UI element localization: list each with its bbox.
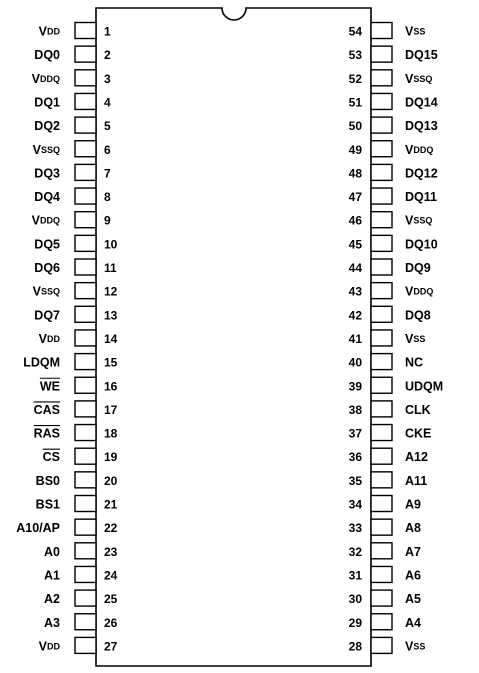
pin-label-subscript: DDQ	[413, 144, 434, 155]
pin-label	[34, 261, 60, 275]
pin-label	[33, 285, 60, 299]
pin-number: 6	[104, 142, 111, 157]
pin-label	[405, 568, 421, 582]
pin-box	[75, 637, 96, 653]
pin-label	[405, 639, 425, 653]
pin-number: 14	[104, 331, 118, 346]
pin-54	[349, 23, 426, 39]
pin-31	[349, 566, 421, 582]
pin-number: 3	[104, 71, 111, 86]
pin-label	[34, 166, 60, 180]
pin-box	[371, 164, 392, 180]
pin-15	[23, 354, 117, 370]
pin-label-main: BS0	[35, 473, 60, 488]
pin-13	[34, 306, 117, 322]
pin-number: 25	[104, 592, 118, 607]
pin-28	[349, 637, 426, 653]
pin-label	[405, 545, 421, 559]
pin-number: 37	[348, 426, 362, 441]
pin-box	[75, 93, 96, 109]
pin-label	[405, 143, 433, 157]
pin-42	[349, 306, 431, 322]
pin-47	[349, 188, 437, 204]
pin-label	[44, 592, 60, 606]
pin-label	[44, 545, 60, 559]
pin-label	[405, 166, 438, 180]
pin-number: 41	[348, 331, 362, 346]
pin-label-main: DQ11	[405, 190, 437, 205]
pin-label-subscript: DD	[47, 641, 60, 652]
pin-number: 17	[104, 402, 118, 417]
pin-number: 19	[104, 450, 118, 465]
pin-20	[36, 472, 118, 488]
pin-label-subscript: SSQ	[413, 73, 433, 84]
pin-number: 38	[348, 402, 362, 417]
pin-number: 16	[104, 379, 118, 394]
pin-label	[405, 190, 437, 204]
pin-label	[34, 190, 60, 204]
pin-box	[371, 141, 392, 157]
pin-label-subscript: DD	[47, 26, 60, 37]
pin-label-main: DQ9	[405, 261, 431, 275]
pin-box	[371, 46, 392, 62]
pin-label-main: A10/AP	[16, 521, 60, 536]
pin-50	[349, 117, 438, 133]
pin-number: 10	[104, 237, 118, 252]
pin-43	[349, 283, 434, 299]
pin-number: 11	[104, 261, 117, 275]
pin-label-main: DQ14	[405, 95, 438, 110]
pin-label-main: V	[38, 331, 47, 346]
pin-16	[40, 377, 118, 393]
pin-number: 34	[348, 497, 362, 512]
pin-number: 32	[348, 544, 362, 559]
pin-label-main: A11	[405, 473, 428, 488]
pin-box	[75, 259, 96, 275]
pin-box	[371, 306, 392, 322]
pin-34	[349, 496, 421, 512]
pin-number: 12	[104, 284, 118, 299]
pin-box	[371, 614, 392, 630]
pin-label-subscript: DDQ	[40, 215, 60, 226]
pin-label	[405, 119, 438, 133]
pin-box	[75, 448, 96, 464]
pin-label	[44, 616, 60, 630]
pin-45	[349, 235, 438, 251]
pin-label-main: A1	[44, 568, 60, 583]
pin-number: 33	[348, 521, 362, 536]
pin-number: 45	[348, 237, 362, 252]
pin-label-main: V	[38, 24, 47, 39]
pin-box	[75, 70, 96, 86]
pin-number: 49	[348, 142, 362, 157]
pin-label	[34, 95, 60, 109]
pin-number: 22	[104, 521, 118, 536]
pin-box	[371, 496, 392, 512]
pin-label-main: CLK	[405, 402, 431, 417]
pin-label-subscript: SSQ	[40, 144, 60, 155]
pin-44	[349, 259, 431, 275]
pin-box	[75, 46, 96, 62]
pin-box	[371, 212, 392, 228]
pin-label	[34, 48, 60, 62]
pin-number: 1	[104, 24, 111, 39]
pin-label	[405, 332, 425, 346]
pin-label	[405, 474, 427, 488]
pin-label-main: A5	[405, 592, 421, 607]
pin-label-subscript: SSQ	[413, 215, 433, 226]
pin-box	[75, 235, 96, 251]
pin-box	[75, 472, 96, 488]
pin-box	[371, 70, 392, 86]
pin-number: 29	[348, 615, 362, 630]
pin-label	[405, 25, 425, 39]
pin-label	[405, 95, 438, 109]
pin-number: 35	[348, 473, 362, 488]
pin-label	[34, 403, 60, 417]
pin-label	[39, 25, 61, 39]
chip-body	[96, 8, 371, 666]
pin-label-main: V	[405, 331, 414, 346]
pin-label-subscript: DD	[47, 333, 60, 344]
pin-label-main: CAS	[33, 402, 60, 417]
pin-number: 44	[348, 261, 362, 275]
pin-19	[43, 448, 118, 464]
pin-number: 30	[348, 592, 362, 607]
pin-label-main: DQ13	[405, 119, 438, 134]
pin-label	[36, 498, 60, 512]
pin-number: 21	[104, 497, 118, 512]
pin-label-main: V	[405, 639, 414, 654]
pin-label	[36, 474, 60, 488]
pin-label	[34, 308, 60, 322]
pin-box	[75, 117, 96, 133]
pin-label-main: A8	[405, 521, 421, 536]
pin-label	[405, 403, 431, 417]
pin-label-main: V	[31, 71, 40, 86]
pin-label-subscript: SS	[413, 641, 426, 652]
pin-box	[371, 637, 392, 653]
pin-label	[34, 427, 60, 441]
pin-label	[405, 427, 431, 441]
pin-label-main: DQ12	[405, 166, 438, 181]
pin-box	[371, 93, 392, 109]
pin-label-main: A9	[405, 497, 421, 512]
pin-23	[44, 543, 118, 559]
pin-box	[75, 566, 96, 582]
pin-number: 8	[104, 190, 111, 205]
pin-label-subscript: DDQ	[40, 73, 60, 84]
pin-label	[405, 616, 421, 630]
pin-label	[405, 285, 433, 299]
pin-box	[371, 117, 392, 133]
pin-label	[34, 237, 60, 251]
pin-number: 26	[104, 615, 118, 630]
pin-48	[349, 164, 438, 180]
pin-label-main: V	[405, 24, 414, 39]
pin-29	[349, 614, 421, 630]
pin-40	[349, 354, 423, 370]
pin-label-main: DQ7	[34, 308, 60, 323]
pin-14	[39, 330, 118, 346]
pin-box	[75, 283, 96, 299]
pin-box	[371, 543, 392, 559]
pin-label-main: CS	[42, 450, 60, 465]
pin-number: 47	[348, 190, 362, 205]
pin-number: 5	[104, 119, 111, 134]
pin-box	[75, 141, 96, 157]
pin-label-main: A12	[405, 450, 428, 465]
pin-box	[75, 425, 96, 441]
pin-label-main: A6	[405, 568, 421, 583]
pin-label-main: CKE	[405, 426, 432, 441]
pin-box	[371, 354, 392, 370]
pin-number: 23	[104, 544, 118, 559]
pin-box	[75, 188, 96, 204]
pin-53	[349, 46, 438, 62]
pin-label-main: DQ8	[405, 308, 431, 323]
pin-label-main: RAS	[33, 426, 60, 441]
pin-number: 54	[348, 24, 362, 39]
pin-label-main: UDQM	[405, 379, 444, 394]
pin-12	[33, 283, 118, 299]
pin-number: 52	[348, 71, 362, 86]
pin-box	[75, 519, 96, 535]
pin-label-main: V	[405, 213, 414, 228]
pin-label-main: A2	[44, 592, 60, 607]
pin-label-main: V	[405, 284, 414, 299]
pin-37	[349, 425, 432, 441]
pin-26	[44, 614, 118, 630]
pin-box	[75, 377, 96, 393]
pin-number: 42	[348, 308, 362, 323]
pin-label-main: V	[405, 142, 414, 157]
pin-number: 48	[348, 166, 362, 181]
pin-label-main: V	[32, 142, 41, 157]
pin-box	[75, 164, 96, 180]
pin-11	[34, 259, 117, 275]
pin-box	[75, 212, 96, 228]
pin-label	[405, 237, 438, 251]
pin-box	[371, 259, 392, 275]
pin-number: 20	[104, 473, 118, 488]
pin-label-main: V	[32, 284, 41, 299]
pin-label	[33, 143, 60, 157]
pin-number: 50	[348, 119, 362, 134]
pin-label-subscript: SSQ	[40, 286, 60, 297]
pin-label	[39, 332, 61, 346]
pin-number: 2	[104, 48, 111, 63]
pin-27	[39, 637, 118, 653]
pin-box	[371, 23, 392, 39]
pin-51	[349, 93, 438, 109]
pin-label-main: A3	[44, 615, 60, 630]
pin-box	[75, 590, 96, 606]
pin-label-main: NC	[405, 355, 424, 370]
pin-24	[44, 566, 118, 582]
pin-number: 15	[104, 355, 118, 370]
pin-32	[349, 543, 421, 559]
pin-box	[371, 448, 392, 464]
pin-box	[371, 188, 392, 204]
pin-label	[40, 379, 60, 393]
pin-box	[75, 330, 96, 346]
pin-box	[75, 614, 96, 630]
pin-label-main: BS1	[35, 497, 60, 512]
pin-box	[371, 377, 392, 393]
pin-label	[405, 379, 443, 393]
pin-number: 36	[348, 450, 362, 465]
pin-label	[405, 592, 421, 606]
pin-number: 31	[348, 568, 362, 583]
pin-box	[371, 330, 392, 346]
pin-41	[349, 330, 426, 346]
pin-52	[349, 70, 433, 86]
pin-36	[349, 448, 428, 464]
pin-label-main: V	[405, 71, 414, 86]
pin-label	[43, 450, 60, 464]
pin-label-main: V	[38, 639, 47, 654]
pin-label-main: DQ4	[34, 190, 60, 205]
pin-label-main: DQ5	[34, 237, 60, 252]
pin-46	[349, 212, 433, 228]
pin-25	[44, 590, 118, 606]
pin-label	[405, 72, 432, 86]
pin-number: 43	[348, 284, 362, 299]
pin-label	[34, 119, 60, 133]
pin-label	[23, 356, 60, 370]
pin-label	[405, 498, 421, 512]
pin-box	[371, 425, 392, 441]
pin-number: 46	[348, 213, 362, 228]
pin-label-main: DQ2	[34, 119, 60, 134]
pin-label	[405, 450, 428, 464]
pin-label-subscript: SS	[413, 26, 426, 37]
pin-number: 13	[104, 308, 118, 323]
pin-box	[75, 543, 96, 559]
pin-label-main: DQ3	[34, 166, 60, 181]
pin-number: 40	[348, 355, 362, 370]
pin-label-main: LDQM	[23, 355, 60, 370]
pin-box	[371, 283, 392, 299]
pin-box	[75, 306, 96, 322]
pin-box	[371, 235, 392, 251]
pin-label	[16, 521, 60, 535]
pin-33	[349, 519, 421, 535]
pin-box	[371, 519, 392, 535]
pin-label-main: DQ1	[34, 95, 60, 110]
pin-label	[405, 261, 431, 275]
pin-label	[32, 72, 60, 86]
pin-18	[34, 425, 118, 441]
pin-label	[405, 214, 432, 228]
pin-label	[44, 568, 60, 582]
pin-box	[371, 566, 392, 582]
pin-number: 28	[348, 639, 362, 654]
pin-number: 53	[348, 48, 362, 63]
pin-label	[405, 356, 423, 370]
pin-label	[405, 48, 438, 62]
pin-35	[349, 472, 428, 488]
pin-label-subscript: SS	[413, 333, 426, 344]
pin-label-main: DQ10	[405, 237, 438, 252]
pin-label	[405, 521, 421, 535]
pin-number: 27	[104, 639, 118, 654]
pin-21	[36, 496, 118, 512]
pin-10	[34, 235, 117, 251]
pin-label-main: DQ6	[34, 261, 60, 275]
pin-30	[349, 590, 421, 606]
pin-number: 51	[348, 95, 362, 110]
pin-number: 39	[348, 379, 362, 394]
pin-49	[349, 141, 434, 157]
pin-box	[371, 590, 392, 606]
pin-box	[75, 496, 96, 512]
pin-label-main: DQ0	[34, 48, 60, 63]
pin-label	[405, 308, 431, 322]
pin-box	[75, 401, 96, 417]
pin-label-main: WE	[39, 379, 60, 394]
pin-box	[75, 354, 96, 370]
pin-38	[349, 401, 431, 417]
pin-17	[34, 401, 118, 417]
pin-box	[371, 472, 392, 488]
pin-label-main: A7	[405, 544, 421, 559]
pin-label-main: A4	[405, 615, 421, 630]
pin-box	[75, 23, 96, 39]
pin-label-subscript: DDQ	[413, 286, 434, 297]
pin-label-main: A0	[44, 544, 60, 559]
pin-number: 24	[104, 568, 118, 583]
pin-number: 7	[104, 166, 111, 181]
pin-label	[32, 214, 60, 228]
pin-box	[371, 401, 392, 417]
pin-label-main: DQ15	[405, 48, 438, 63]
pin-number: 9	[104, 213, 111, 228]
pin-label-main: V	[31, 213, 40, 228]
pin-number: 18	[104, 426, 118, 441]
pin-label	[39, 639, 61, 653]
pin-number: 4	[104, 95, 111, 110]
